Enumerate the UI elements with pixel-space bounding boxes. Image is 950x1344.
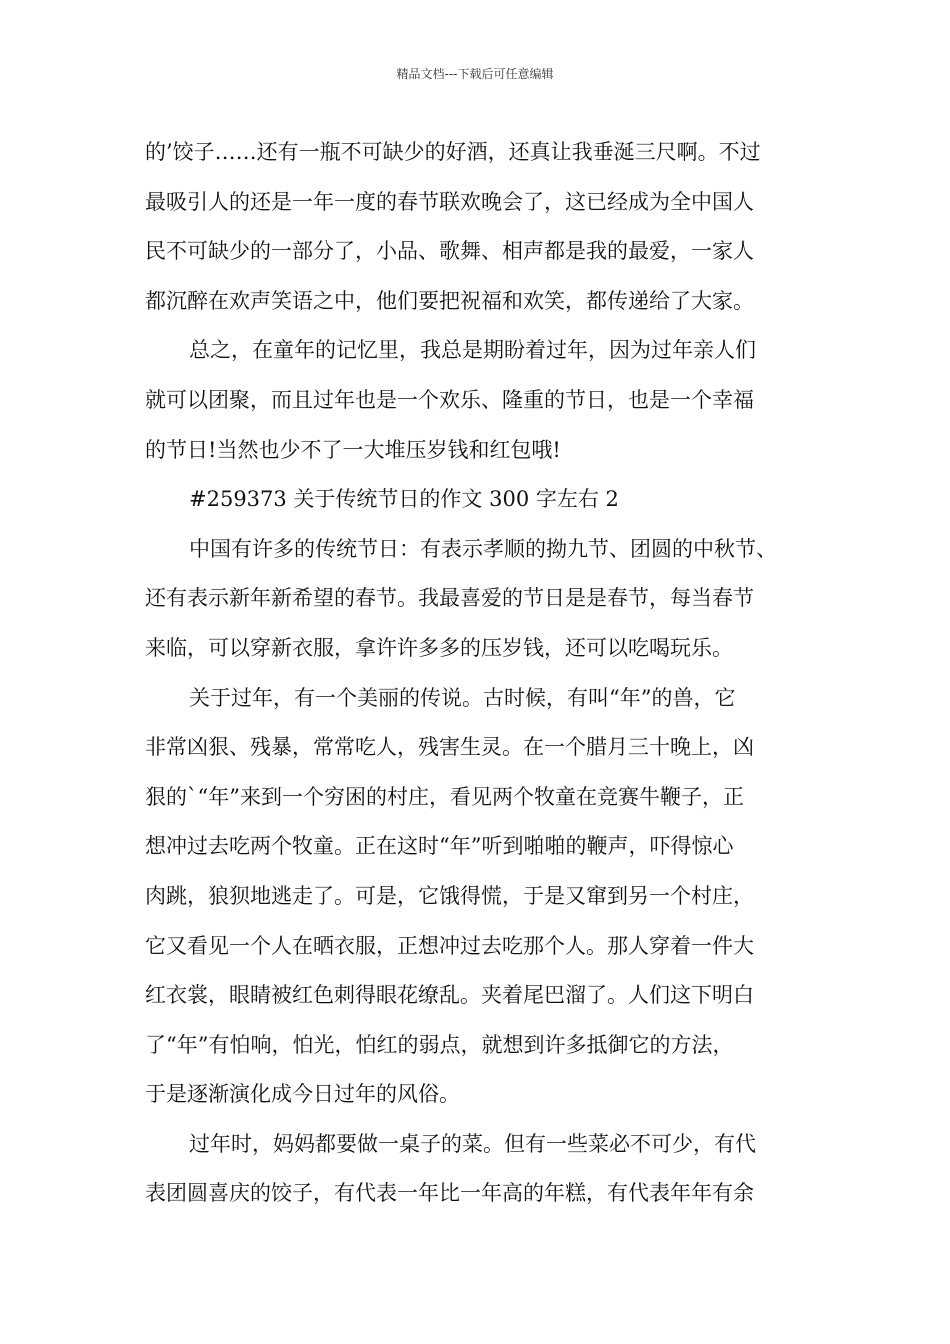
text-line: 民不可缺少的一部分了，小品、歌舞、相声都是我的最爱，一家人 [145,239,754,264]
text-line: 它又看见一个人在晒衣服，正想冲过去吃那个人。那人穿着一件大 [145,933,754,958]
text-line: 中国有许多的传统节日：有表示孝顺的拗九节、团圆的中秋节、 [189,536,777,561]
text-line: 最吸引人的还是一年一度的春节联欢晚会了，这已经成为全中国人 [145,189,754,214]
text-line: 来临，可以穿新衣服，拿许许多多的压岁钱，还可以吃喝玩乐。 [145,635,733,660]
text-line: 表团圆喜庆的饺子，有代表一年比一年高的年糕，有代表年年有余 [145,1181,754,1206]
text-line: 非常凶狠、残暴，常常吃人，残害生灵。在一个腊月三十晚上，凶 [145,735,754,760]
text-line: 的节日!当然也少不了一大堆压岁钱和红包哦! [145,437,561,462]
text-line: 狠的`“年”来到一个穷困的村庄，看见两个牧童在竞赛牛鞭子，正 [145,784,744,809]
text-line: 就可以团聚，而且过年也是一个欢乐、隆重的节日，也是一个幸福 [145,387,754,412]
text-line: 关于过年，有一个美丽的传说。古时候，有叫“年”的兽，它 [189,685,736,710]
text-line: 的’饺子……还有一瓶不可缺少的好酒，还真让我垂涎三尺啊。不过 [145,140,761,164]
text-line: 想冲过去吃两个牧童。正在这时“年”听到啪啪的鞭声，吓得惊心 [145,834,734,859]
text-line: 红衣裳，眼睛被红色刺得眼花缭乱。夹着尾巴溜了。人们这下明白 [145,983,754,1008]
section-heading: #259373 关于传统节日的作文 300 字左右 2 [189,487,619,512]
document-body [145,128,810,1219]
text-line: 过年时，妈妈都要做一桌子的菜。但有一些菜必不可少，有代 [189,1131,756,1156]
text-line: 还有表示新年新希望的春节。我最喜爱的节日是是春节，每当春节 [145,586,754,611]
text-line: 总之，在童年的记忆里，我总是期盼着过年，因为过年亲人们 [189,338,756,363]
text-line: 都沉醉在欢声笑语之中，他们要把祝福和欢笑，都传递给了大家。 [145,288,754,313]
page-header: 精品文档---下载后可任意编辑 [396,67,554,81]
text-line: 了“年”有怕响，怕光，怕红的弱点，就想到许多抵御它的方法， [145,1032,734,1057]
text-line: 肉跳，狼狈地逃走了。可是，它饿得慌，于是又窜到另一个村庄， [145,883,754,908]
text-line: 于是逐渐演化成今日过年的风俗。 [145,1082,460,1107]
